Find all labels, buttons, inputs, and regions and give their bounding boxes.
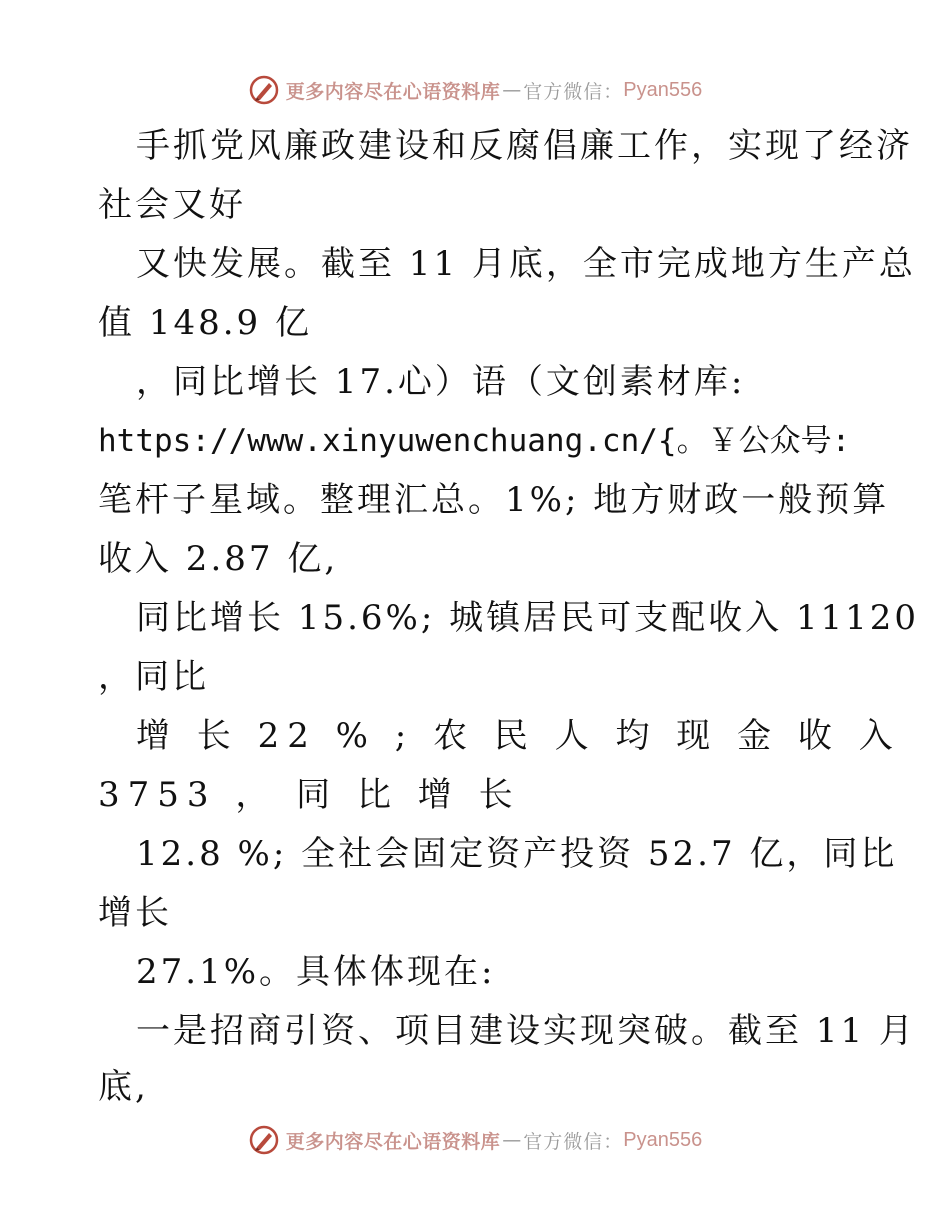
header-watermark bbox=[0, 70, 950, 110]
pen-logo-icon bbox=[248, 74, 280, 106]
watermark-wechat-id: Pyan556 bbox=[623, 1128, 703, 1151]
watermark-main-text: 更多内容尽在心语资料库 bbox=[285, 80, 501, 103]
text-line: 笔杆子星域。整理汇总。1%; 地方财政一般预算 bbox=[98, 480, 890, 520]
pen-logo-icon bbox=[248, 1124, 280, 1156]
text-line: 27.1%。具体体现在: bbox=[136, 952, 496, 992]
watermark-main-text: 更多内容尽在心语资料库 bbox=[285, 1130, 501, 1153]
text-line: 增 长 22 % ; 农 民 人 均 现 金 收 入 bbox=[136, 716, 901, 756]
text-line: 同比增长 15.6%; 城镇居民可支配收入 11120 bbox=[136, 598, 920, 638]
text-line: 增长 bbox=[98, 893, 172, 933]
footer-watermark bbox=[0, 1120, 950, 1160]
text-line: 3753 ， 同 比 增 长 bbox=[98, 775, 521, 815]
watermark-wechat-label: 官方微信： bbox=[523, 80, 624, 103]
text-line: 一是招商引资、项目建设实现突破。截至 11 月 bbox=[136, 1011, 916, 1051]
watermark-wechat-label: 官方微信： bbox=[523, 1130, 624, 1153]
text-line: 社会又好 bbox=[98, 185, 246, 225]
watermark-dash: — bbox=[502, 1129, 522, 1151]
watermark-wechat-id: Pyan556 bbox=[623, 78, 703, 101]
text-line: 值 148.9 亿 bbox=[98, 303, 312, 343]
text-line: 12.8 %; 全社会固定资产投资 52.7 亿，同比 bbox=[136, 834, 898, 874]
text-line: 手抓党风廉政建设和反腐倡廉工作，实现了经济 bbox=[136, 126, 913, 166]
text-line: 底, bbox=[98, 1067, 149, 1107]
text-line: 又快发展。截至 11 月底，全市完成地方生产总 bbox=[136, 244, 916, 284]
text-line: https://www.xinyuwenchuang.cn/{。￥公众号: bbox=[98, 423, 851, 459]
text-line: ，同比增长 17.心）语（文创素材库: bbox=[136, 362, 746, 402]
text-line: 收入 2.87 亿, bbox=[98, 539, 339, 579]
watermark-dash: — bbox=[502, 79, 522, 101]
text-line: ，同比 bbox=[98, 657, 209, 697]
